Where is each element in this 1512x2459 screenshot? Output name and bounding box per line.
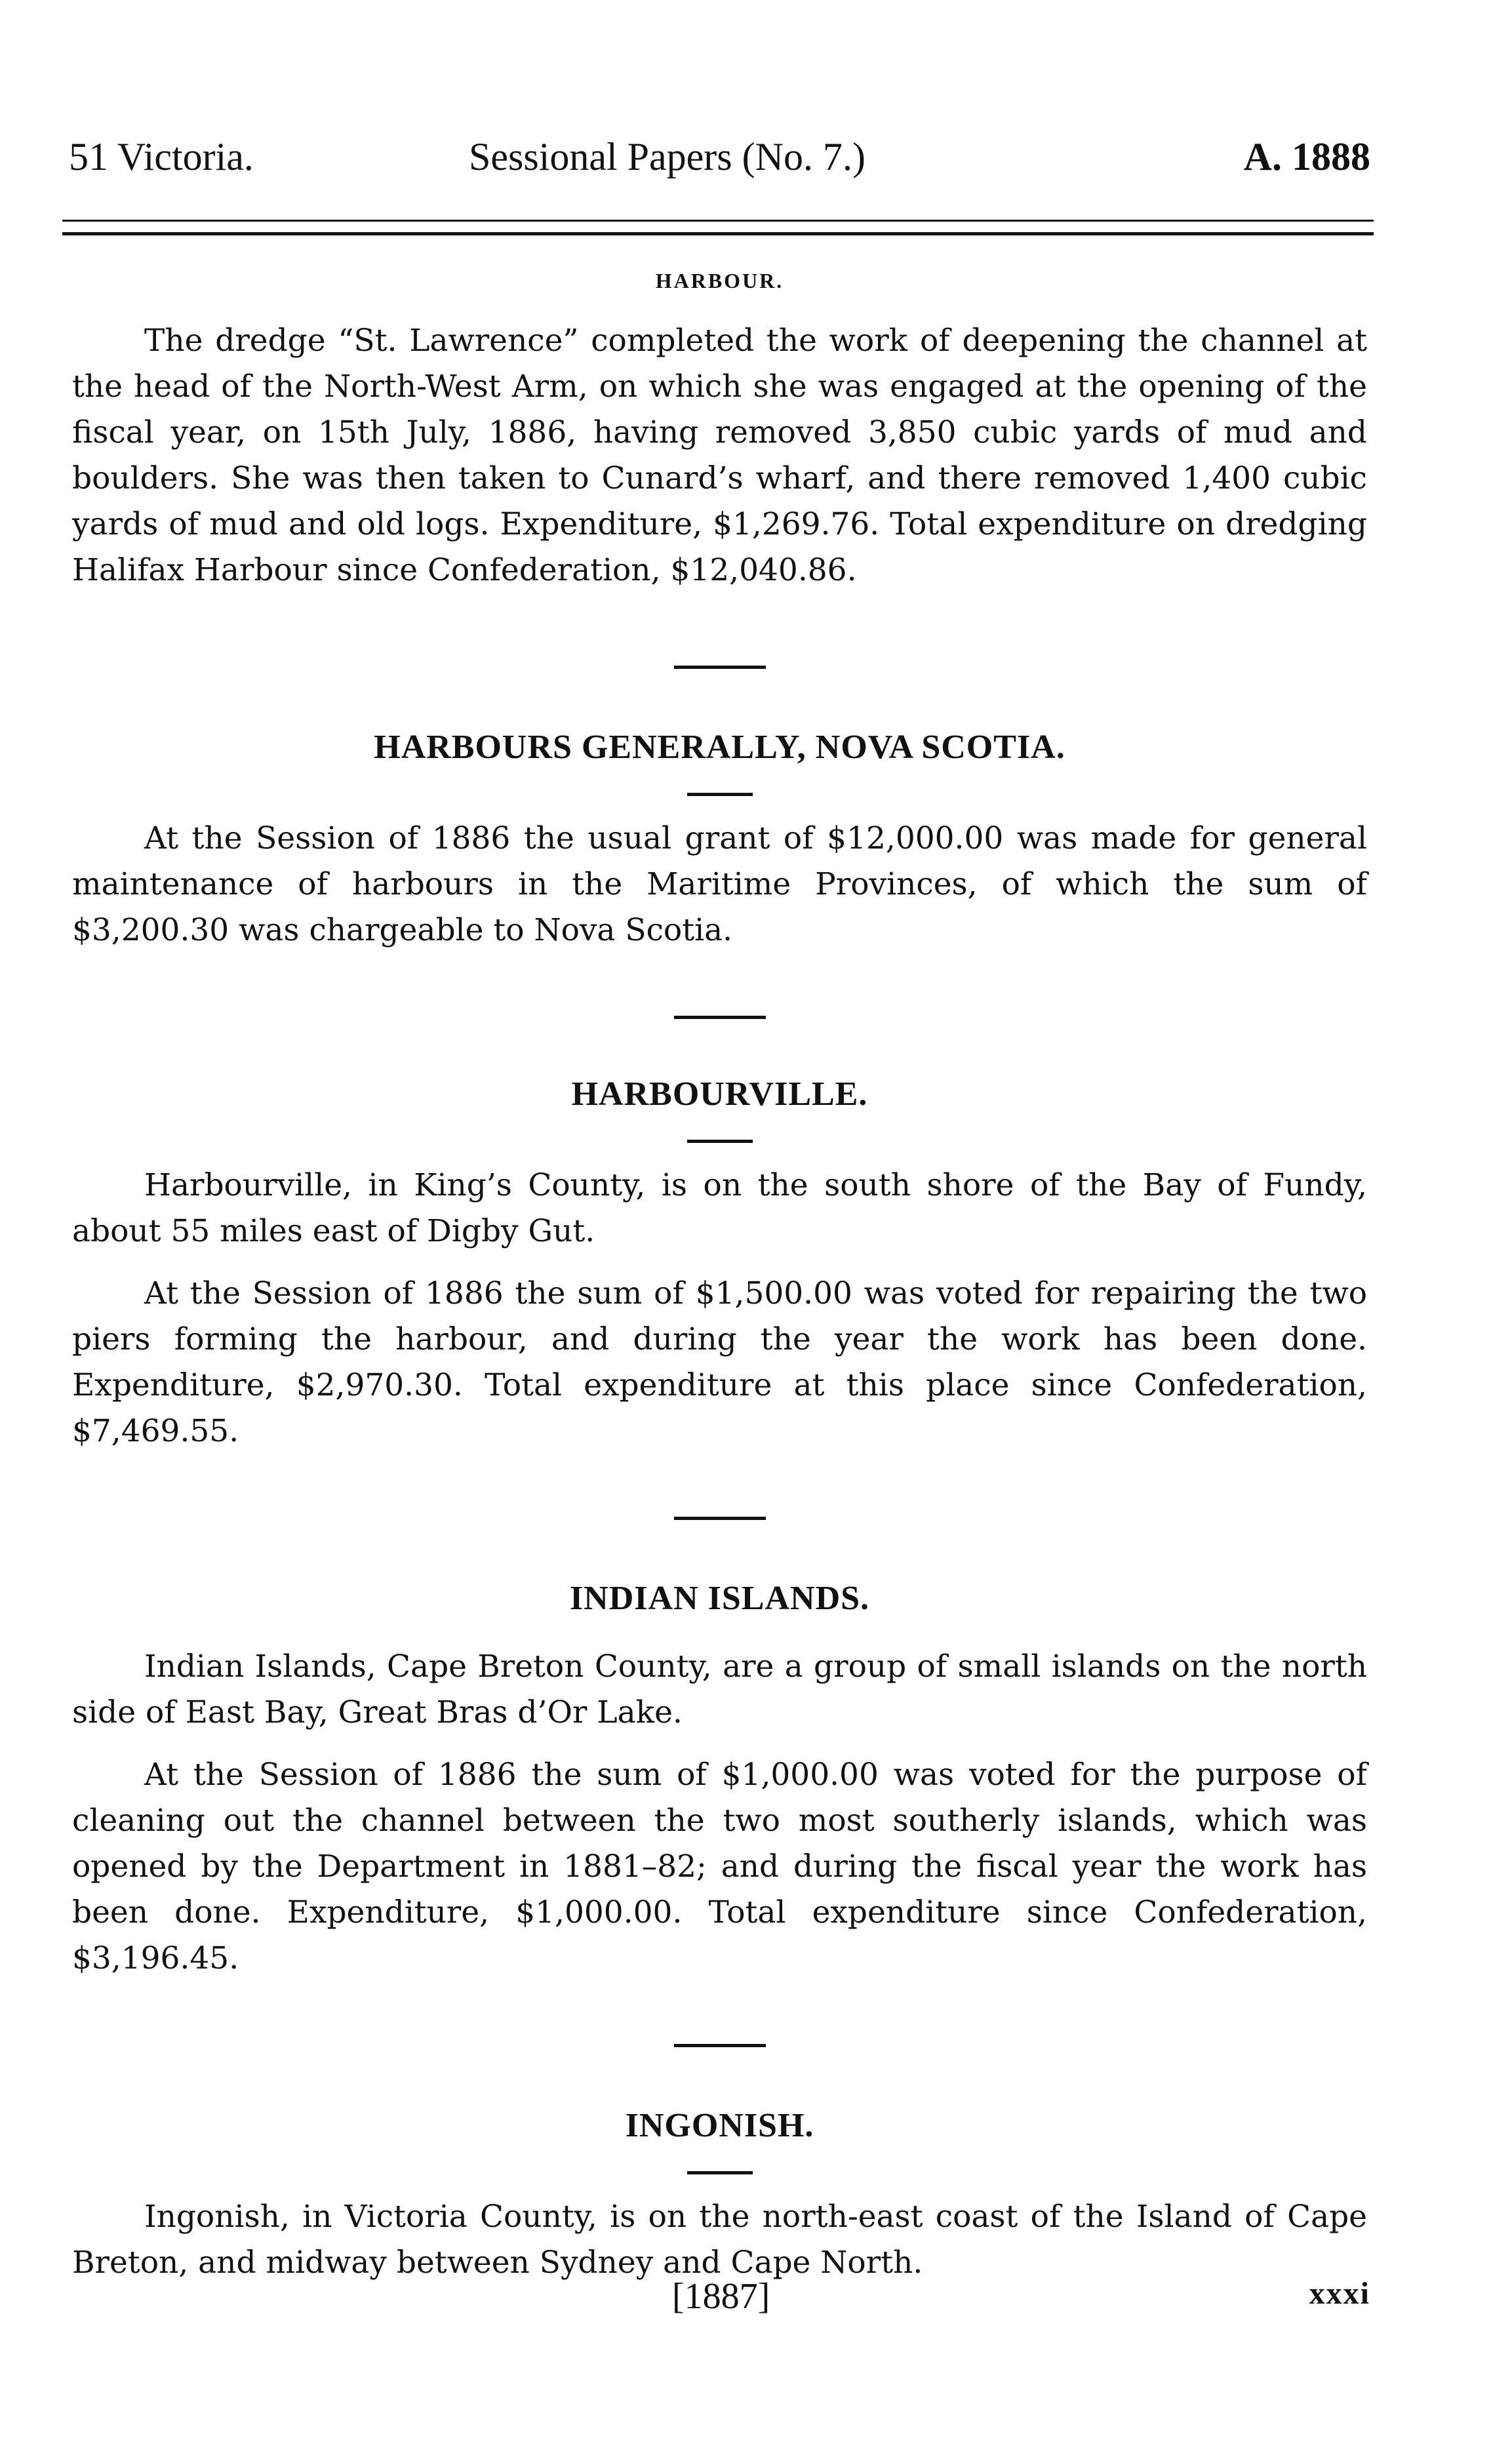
page-footer [69, 2275, 1370, 2328]
footer-signature-mark: [1887] [672, 2276, 770, 2317]
section-heading-harbours-generally: HARBOURS GENERALLY, NOVA SCOTIA. [374, 729, 1065, 766]
paragraph-indian-islands-2: At the Session of 1886 the sum of $1,000.00 was voted for the purpose of cleaning out the channel between the two most southerly islands, which was opened by the Department in 1881–82; and during the fiscal year the work has been done. Expenditure, $1,000.00. Total expenditure since Confederation, $3,196.45. [72, 1757, 1367, 1976]
paragraph-harbour-1: The dredge “St. Lawrence” completed the work of deepening the channel at the head of the North-West Arm, on which she was engaged at the opening of the fiscal year, on 15th July, 1886, having removed 3,850 cubic yards of mud and boulders. She was then taken to Cunard’s wharf, and there removed 1,400 cubic yards of mud and old logs. Expenditure, $1,269.76. Total expenditure on dredging Halifax Harbour since Confederation, $12,040.86. [72, 323, 1367, 588]
section-heading-ingonish: INGONISH. [625, 2107, 814, 2144]
running-head [69, 134, 1370, 187]
page-number: xxxi [1309, 2276, 1370, 2311]
paragraph-harbourville-2: At the Session of 1886 the sum of $1,500.00 was voted for repairing the two piers forming the harbour, and during the year the work has been done. Expenditure, $2,970.30. Total expenditure at this place since Confederation, $7,469.55. [72, 1275, 1367, 1449]
page-content [72, 269, 1367, 2286]
paragraph-harbourville-1: Harbourville, in King’s County, is on the south shore of the Bay of Fundy, about 55 miles east of Digby Gut. [72, 1167, 1367, 1249]
section-heading-harbourville: HARBOURVILLE. [571, 1075, 868, 1113]
header-title: Sessional Papers (No. 7.) [469, 135, 865, 178]
paragraph-indian-islands-1: Indian Islands, Cape Breton County, are a group of small islands on the north side of East Bay, Great Bras d’Or Lake. [72, 1649, 1367, 1730]
header-double-rule [62, 220, 1374, 235]
header-volume: 51 Victoria. [69, 135, 254, 178]
paragraph-harbours-generally-1: At the Session of 1886 the usual grant of $12,000.00 was made for general maintenance of harbours in the Maritime Provinces, of which the sum of $3,200.30 was chargeable to Nova Scotia. [72, 820, 1367, 948]
section-heading-harbour: HARBOUR. [655, 269, 784, 292]
paragraph-ingonish-1: Ingonish, in Victoria County, is on the north-east coast of the Island of Cape Breton, and midway between Sydney and Cape North. [72, 2199, 1367, 2281]
header-year: A. 1888 [1243, 135, 1370, 178]
section-heading-indian-islands: INDIAN ISLANDS. [569, 1580, 870, 1617]
